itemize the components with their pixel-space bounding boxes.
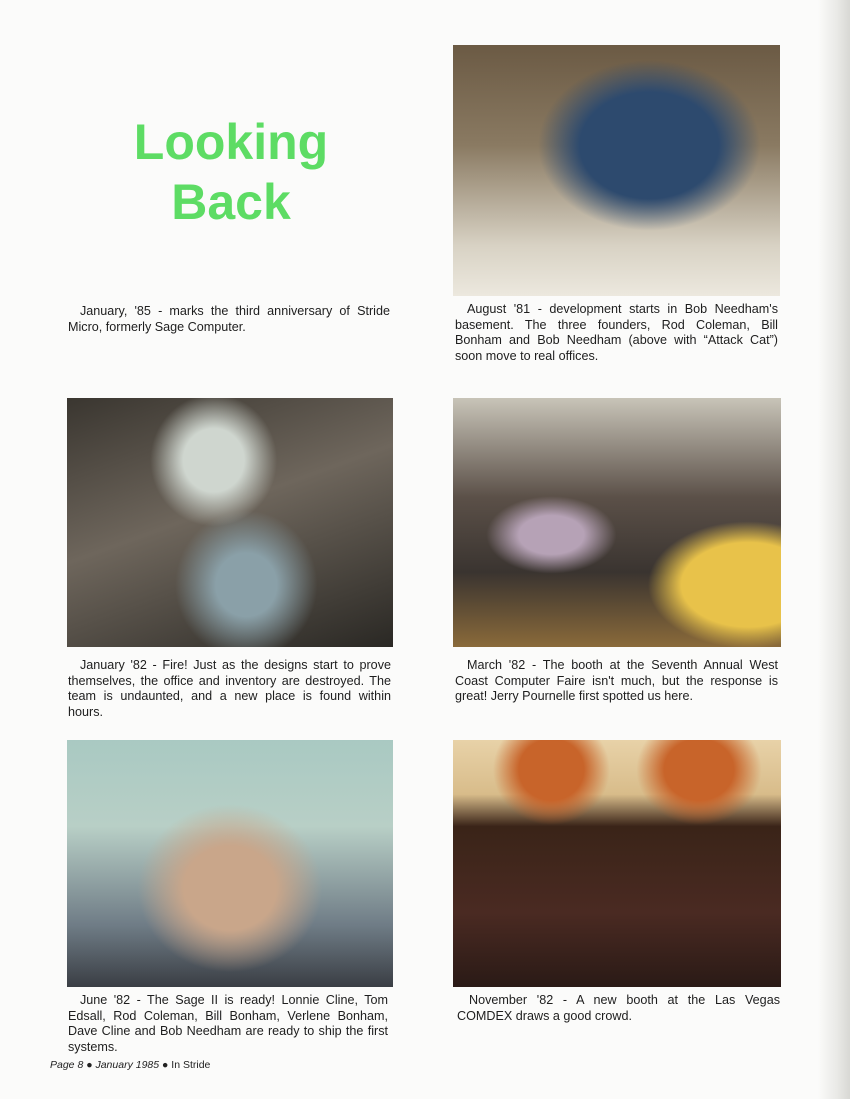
title-line-2: Back: [171, 174, 291, 230]
photo-sage-ii-team: [67, 740, 393, 987]
page-edge: [818, 0, 850, 1099]
footer-separator: ●: [83, 1059, 96, 1071]
page-footer: [50, 1059, 210, 1071]
photo-basement-development: [453, 45, 780, 296]
photo-comdex-booth: [453, 740, 781, 987]
caption-mar-82: March '82 - The booth at the Seventh Annual West Coast Computer Faire isn't much, but the response is great! Jerry Pournelle first spotted us here.: [455, 658, 778, 704]
footer-separator: ●: [159, 1059, 172, 1071]
caption-aug-81: August '81 - development starts in Bob Needham's basement. The three founders, Rod Coleman, Bill Bonham and Bob Needham (above with “Attack Cat”) soon move to real offices.: [455, 302, 778, 363]
caption-jan-82: January '82 - Fire! Just as the designs start to prove themselves, the office and inventory are destroyed. The team is undaunted, and a new place is found within hours.: [68, 658, 391, 719]
caption-jun-82: June '82 - The Sage II is ready! Lonnie Cline, Tom Edsall, Rod Coleman, Bill Bonham, Verlene Bonham, Dave Cline and Bob Needham are ready to ship the first systems.: [68, 993, 388, 1054]
footer-date: January 1985: [95, 1059, 160, 1071]
caption-nov-82: November '82 - A new booth at the Las Vegas COMDEX draws a good crowd.: [457, 993, 780, 1023]
photo-computer-faire-booth: [453, 398, 781, 647]
page-title: [100, 112, 362, 232]
footer-publication: In Stride: [171, 1059, 211, 1071]
photo-fire-damage: [67, 398, 393, 647]
title-line-1: Looking: [133, 114, 329, 170]
footer-page: Page 8: [50, 1059, 84, 1071]
caption-intro: January, '85 - marks the third anniversary of Stride Micro, formerly Sage Computer.: [68, 304, 390, 334]
